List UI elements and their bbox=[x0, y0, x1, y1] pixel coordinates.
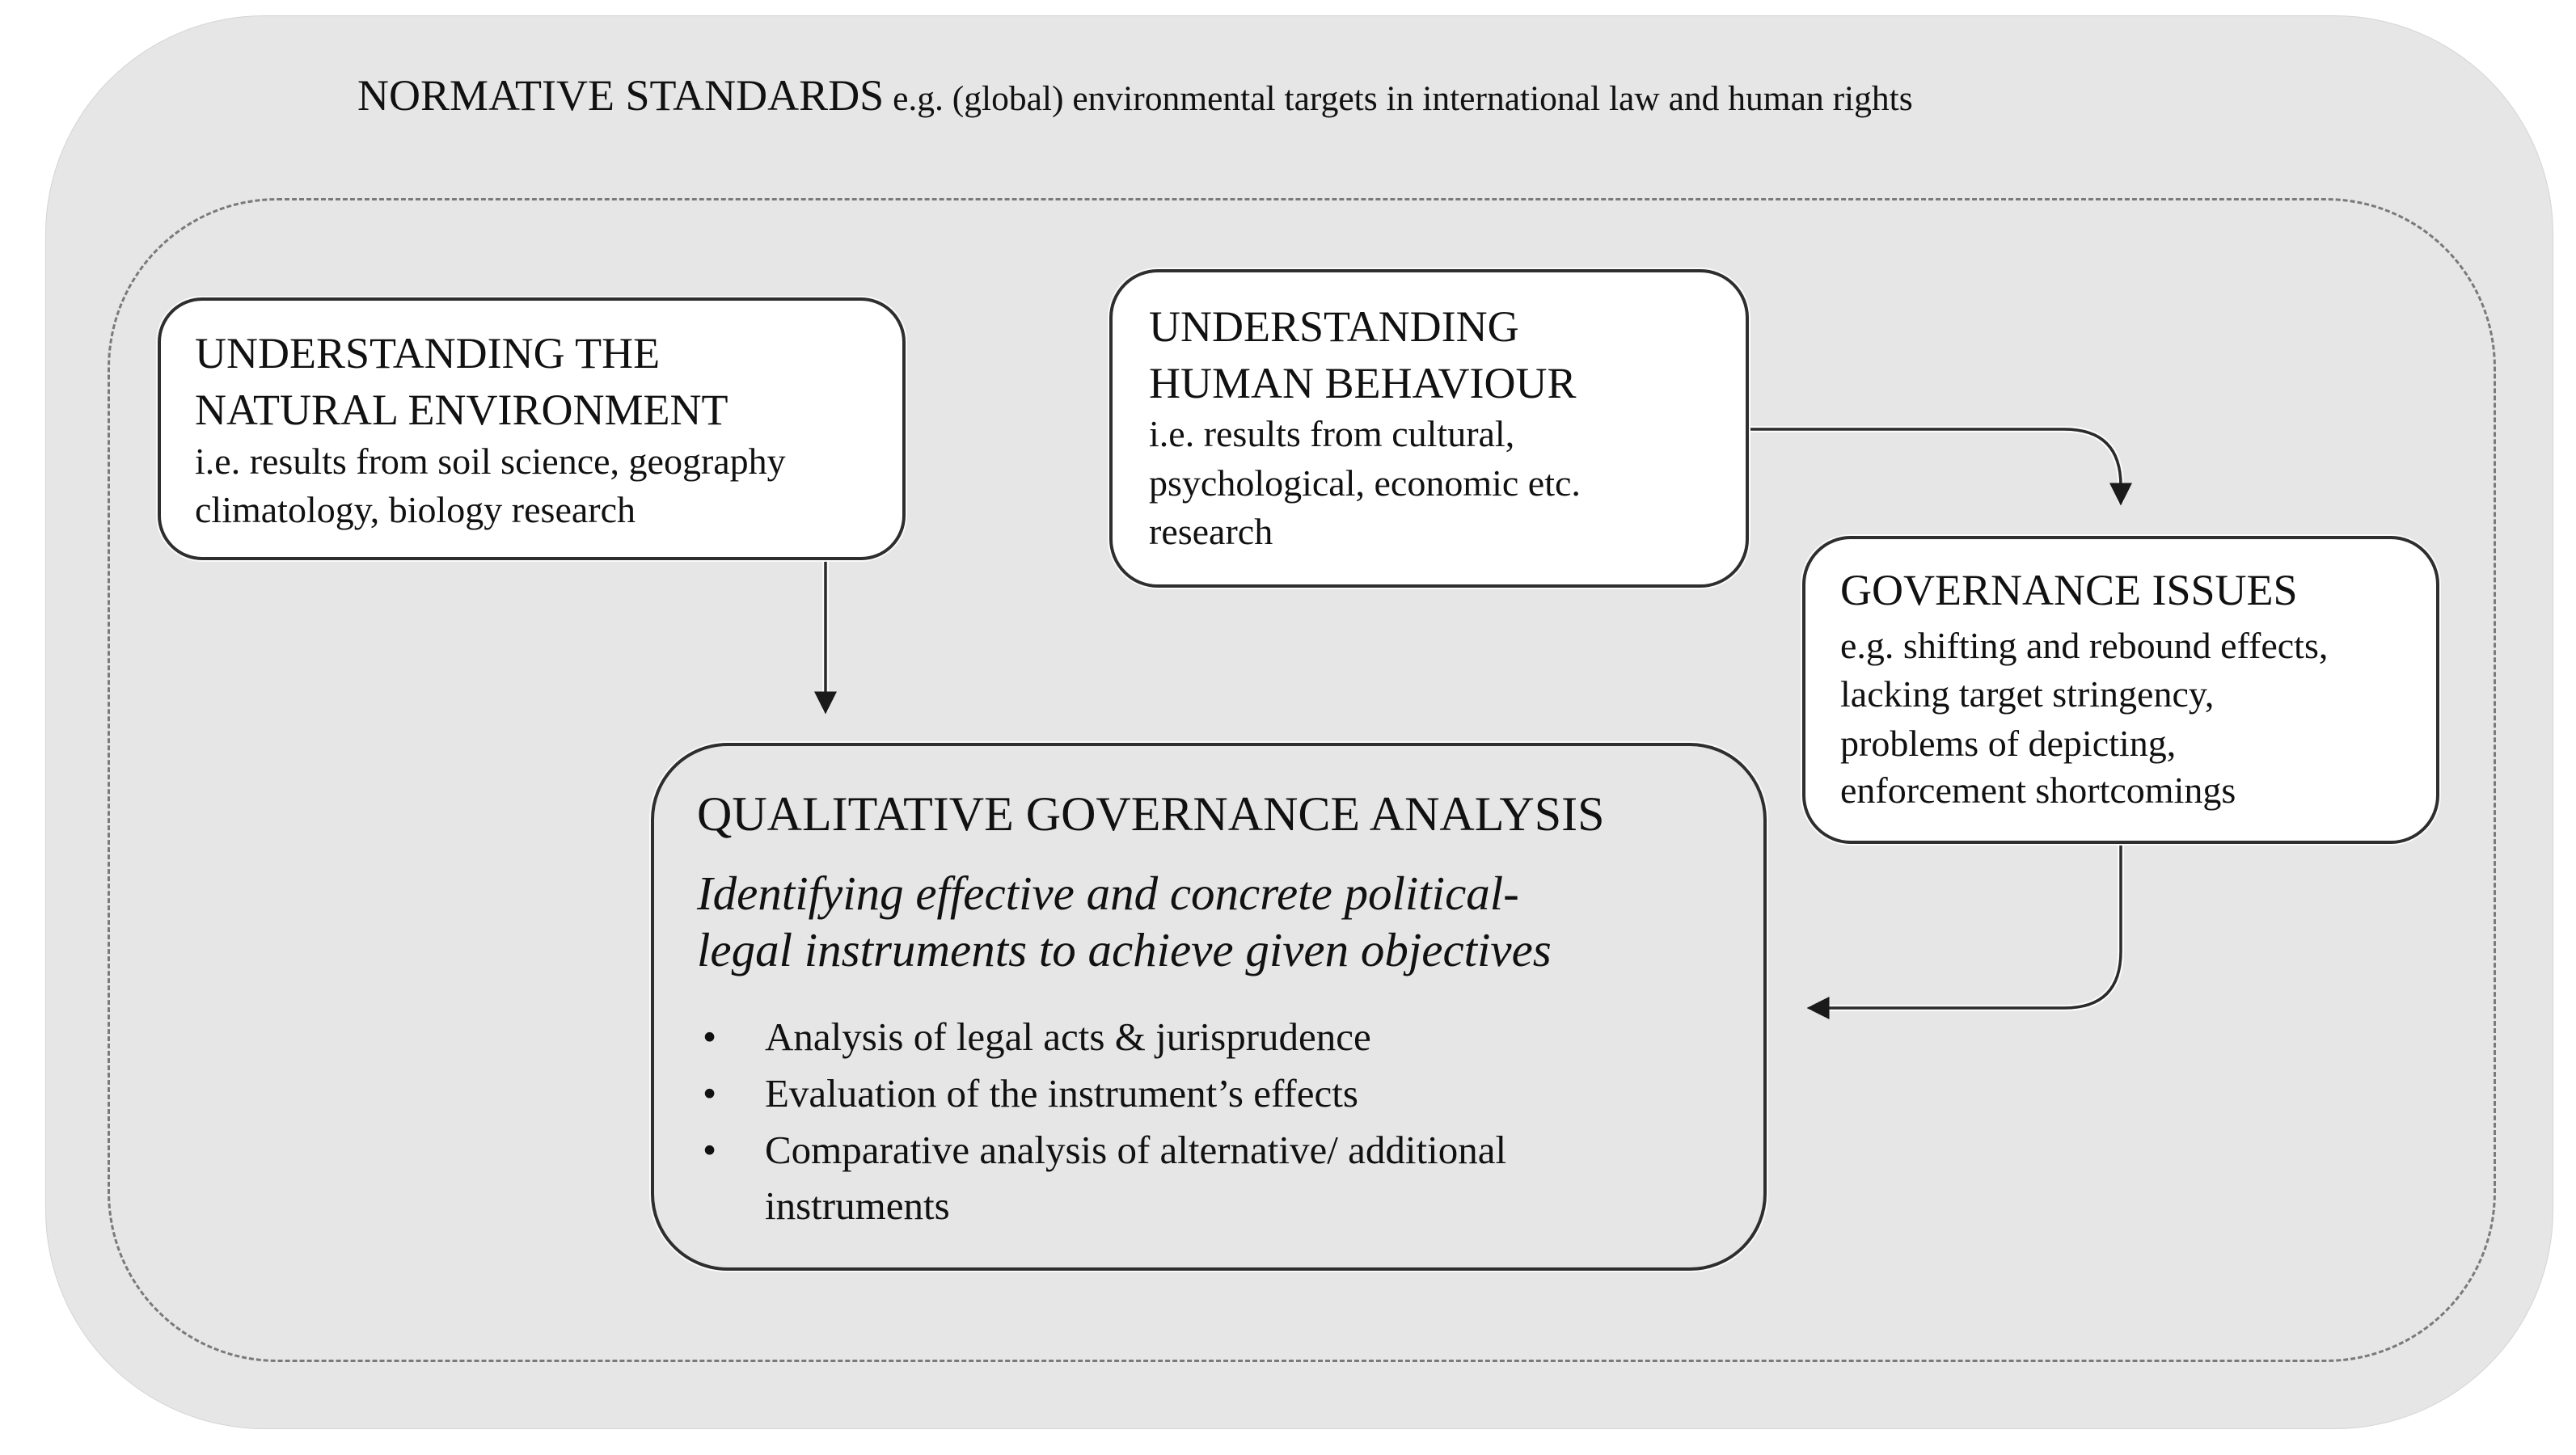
box-title-line: UNDERSTANDING bbox=[1149, 302, 1519, 351]
governance-issues-box bbox=[1802, 536, 2439, 844]
box-title-line: UNDERSTANDING THE bbox=[195, 329, 661, 377]
analysis-subtitle-line: Identifying effective and concrete political- bbox=[697, 867, 1519, 920]
box-body-line: problems of depicting, bbox=[1840, 723, 2177, 764]
box-body-line: research bbox=[1149, 511, 1273, 552]
bullet-icon: • bbox=[703, 1071, 717, 1116]
box-body-line: i.e. results from soil science, geography bbox=[195, 441, 786, 482]
normative-standards-description: e.g. (global) environmental targets in international law and human rights bbox=[884, 79, 1913, 118]
human-behaviour-box bbox=[1109, 269, 1749, 588]
bullet-text: instruments bbox=[765, 1183, 950, 1228]
box-title-line: NATURAL ENVIRONMENT bbox=[195, 386, 728, 434]
bullet-text: Analysis of legal acts & jurisprudence bbox=[765, 1014, 1371, 1059]
box-body-line: lacking target stringency, bbox=[1840, 673, 2215, 715]
normative-standards-label: NORMATIVE STANDARDS bbox=[357, 71, 885, 120]
bullet-text: Comparative analysis of alternative/ additional bbox=[765, 1128, 1507, 1172]
box-title-line: GOVERNANCE ISSUES bbox=[1840, 566, 2298, 614]
box-body-line: enforcement shortcomings bbox=[1840, 770, 2236, 811]
bullet-text: Evaluation of the instrument’s effects bbox=[765, 1071, 1358, 1116]
box-body-line: i.e. results from cultural, bbox=[1149, 413, 1515, 454]
box-body-line: psychological, economic etc. bbox=[1149, 462, 1581, 504]
analysis-title: QUALITATIVE GOVERNANCE ANALYSIS bbox=[697, 787, 1605, 841]
box-title-line: HUMAN BEHAVIOUR bbox=[1149, 359, 1577, 407]
box-body-line: e.g. shifting and rebound effects, bbox=[1840, 625, 2329, 666]
natural-environment-box bbox=[158, 297, 906, 560]
qualitative-governance-analysis-box bbox=[651, 743, 1767, 1271]
analysis-subtitle-line: legal instruments to achieve given objectives bbox=[697, 923, 1552, 976]
bullet-icon: • bbox=[703, 1128, 717, 1172]
normative-standards-heading bbox=[357, 67, 1913, 135]
bullet-icon: • bbox=[703, 1014, 717, 1059]
box-body-line: climatology, biology research bbox=[195, 489, 636, 530]
